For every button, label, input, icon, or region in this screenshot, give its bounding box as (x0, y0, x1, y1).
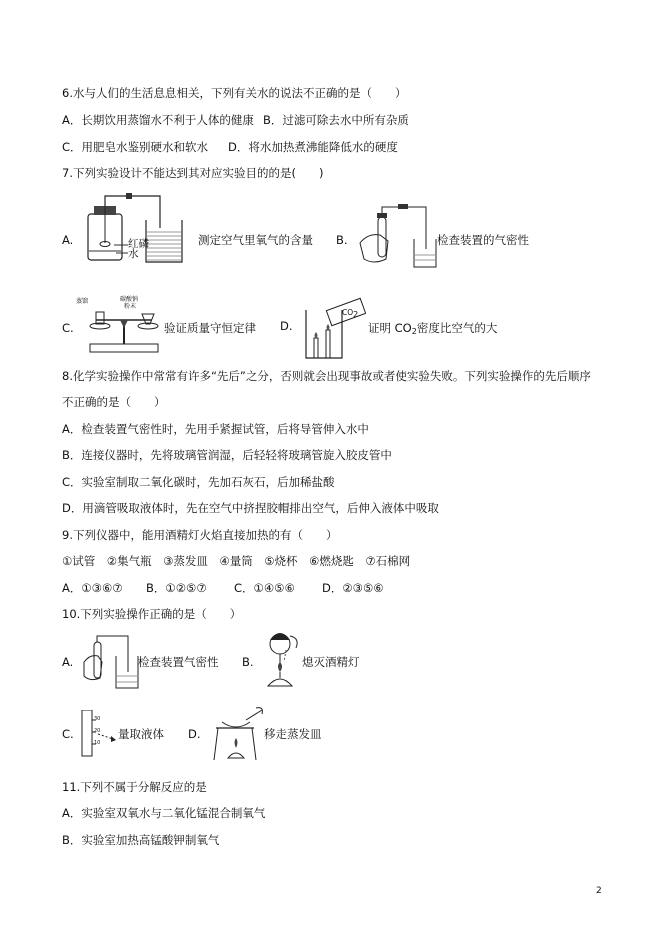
q7-d-co2-label: $CO_2$ (342, 308, 359, 319)
q10-b-text: 熄灭酒精灯 (302, 655, 360, 669)
q9-option-a: A．①③⑥⑦ (62, 581, 123, 595)
q8-stem-line2: 不正确的是（ ） (62, 395, 166, 409)
q10-stem: 10.下列实验操作正确的是（ ） (62, 607, 242, 621)
q7-c-text: 验证质量守恒定律 (164, 321, 256, 335)
q7-d-text: 证明 $CO_2$密度比空气的大 (368, 321, 498, 336)
q7-c-letter: C. (62, 321, 74, 335)
q11-option-b: B．实验室加热高锰酸钾制氧气 (62, 833, 220, 847)
q9-option-c: C．①④⑤⑥ (234, 581, 295, 595)
q10-c-mark-20: 20 (94, 728, 101, 734)
q10-a-airtightness-apparatus (80, 632, 140, 692)
q7-b-letter: B. (336, 233, 348, 247)
q10-c-letter: C. (62, 727, 74, 741)
q10-a-letter: A. (62, 655, 74, 669)
q9-option-d: D．②③⑤⑥ (322, 581, 384, 595)
q7-a-phosphorus-apparatus (80, 188, 200, 268)
q10-c-text: 量取液体 (118, 727, 164, 741)
q10-a-text: 检查装置气密性 (138, 655, 219, 669)
q7-b-text: 检查装置的气密性 (437, 233, 529, 247)
q7-d-letter: D. (280, 319, 293, 333)
q11-option-a: A．实验室双氧水与二氧化锰混合制氧气 (62, 806, 266, 820)
q8-option-d: D．用滴管吸取液体时，先在空气中挤捏胶帽排出空气，后伸入液体中吸取 (62, 501, 439, 515)
q6-option-b: B．过滤可除去水中所有杂质 (263, 113, 409, 127)
q7-a-label-water: 水 (128, 248, 139, 260)
q8-stem-line1: 8.化学实验操作中常常有许多“先后”之分，否则就会出现事故或者使实验失败。下列实验操作的先后顺序 (62, 369, 591, 383)
q9-items: ①试管 ②集气瓶 ③蒸发皿 ④量筒 ⑤烧杯 ⑥燃烧匙 ⑦石棉网 (62, 554, 411, 568)
q6-option-a: A．长期饮用蒸馏水不利于人体的健康 (62, 113, 254, 127)
q7-c-label-right-top: 碳酸钠 (120, 296, 139, 303)
q7-b-airtightness-apparatus (358, 203, 438, 273)
q6-option-d: D．将水加热煮沸能降低水的硬度 (228, 140, 398, 154)
q9-stem: 9.下列仪器中，能用酒精灯火焰直接加热的有（ ） (62, 528, 338, 542)
q10-c-mark-30: 30 (94, 716, 101, 722)
page-number: 2 (596, 886, 602, 896)
q6-option-c: C．用肥皂水鉴别硬水和软水 (62, 140, 209, 154)
q8-option-a: A．检查装置气密性时，先用手紧握试管，后将导管伸入水中 (62, 422, 369, 436)
q10-d-evaporating-dish (206, 706, 266, 762)
q7-c-label-left: 蒸馏 (76, 298, 89, 305)
q10-c-mark-10: 10 (94, 740, 101, 746)
q11-stem: 11.下列不属于分解反应的是 (62, 780, 207, 794)
q7-a-label-phosphorus: 红磷 (128, 238, 149, 250)
q7-a-text: 测定空气里氧气的含量 (198, 233, 313, 247)
q10-b-letter: B. (242, 655, 254, 669)
q9-option-b: B．①②⑤⑦ (146, 581, 207, 595)
q10-d-text: 移走蒸发皿 (264, 727, 322, 741)
q8-option-b: B．连接仪器时，先将玻璃管润湿，后轻轻将玻璃管旋入胶皮管中 (62, 448, 392, 462)
q7-stem: 7.下列实验设计不能达到其对应实验目的的是( ) (62, 166, 324, 180)
q7-a-letter: A. (62, 233, 74, 247)
q6-stem: 6.水与人们的生活息息相关，下列有关水的说法不正确的是（ ） (62, 86, 407, 100)
q10-d-letter: D. (188, 727, 201, 741)
q7-c-label-right-bottom: 粉末 (124, 303, 137, 310)
q8-option-c: C．实验室制取二氧化碳时，先加石灰石，后加稀盐酸 (62, 475, 335, 489)
